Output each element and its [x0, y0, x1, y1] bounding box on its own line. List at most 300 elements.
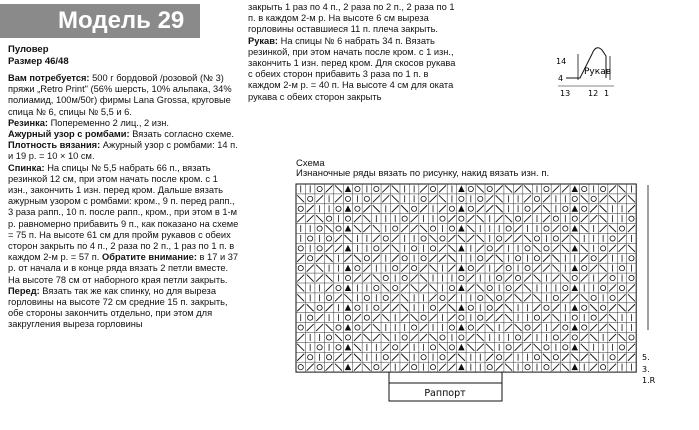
chart-yarnover-symbol	[317, 365, 322, 370]
chart-triangle-symbol	[345, 364, 351, 371]
chart-decrease-left-symbol	[581, 225, 588, 232]
chart-yarnover-symbol	[563, 226, 568, 231]
chart-decrease-right-symbol	[562, 334, 569, 341]
chart-decrease-right-symbol	[552, 364, 559, 371]
chart-decrease-left-symbol	[600, 205, 607, 212]
chart-decrease-right-symbol	[543, 265, 550, 272]
chart-decrease-left-symbol	[543, 205, 550, 212]
chart-decrease-left-symbol	[467, 344, 474, 351]
chart-decrease-right-symbol	[581, 275, 588, 282]
chart-yarnover-symbol	[515, 275, 520, 280]
lace-text: Вязать согласно схеме.	[132, 129, 234, 140]
chart-decrease-left-symbol	[533, 344, 540, 351]
chart-yarnover-symbol	[317, 305, 322, 310]
chart-decrease-left-symbol	[505, 304, 512, 311]
chart-triangle-symbol	[458, 324, 464, 331]
chart-yarnover-symbol	[468, 206, 473, 211]
chart-yarnover-symbol	[393, 345, 398, 350]
chart-yarnover-symbol	[468, 305, 473, 310]
chart-decrease-right-symbol	[477, 245, 484, 252]
chart-decrease-right-symbol	[628, 284, 635, 291]
chart-decrease-left-symbol	[458, 354, 465, 361]
chart-yarnover-symbol	[308, 355, 313, 360]
chart-decrease-right-symbol	[420, 284, 427, 291]
chart-yarnover-symbol	[326, 355, 331, 360]
chart-decrease-right-symbol	[477, 265, 484, 272]
chart-yarnover-symbol	[364, 295, 369, 300]
chart-yarnover-symbol	[478, 315, 483, 320]
chart-decrease-left-symbol	[505, 364, 512, 371]
chart-decrease-right-symbol	[448, 235, 455, 242]
chart-decrease-right-symbol	[354, 215, 361, 222]
chart-decrease-right-symbol	[420, 324, 427, 331]
chart-yarnover-symbol	[534, 256, 539, 261]
chart-decrease-right-symbol	[543, 195, 550, 202]
chart-decrease-left-symbol	[609, 324, 616, 331]
chart-decrease-right-symbol	[515, 235, 522, 242]
chart-decrease-left-symbol	[590, 354, 597, 361]
chart-decrease-right-symbol	[628, 344, 635, 351]
chart-yarnover-symbol	[619, 226, 624, 231]
chart-decrease-right-symbol	[430, 255, 437, 262]
chart-decrease-right-symbol	[600, 225, 607, 232]
repeat-label: Раппорт	[424, 388, 466, 399]
chart-yarnover-symbol	[544, 246, 549, 251]
chart-decrease-right-symbol	[600, 324, 607, 331]
chart-decrease-left-symbol	[609, 195, 616, 202]
chart-yarnover-symbol	[563, 206, 568, 211]
rib-text: Попеременно 2 лиц., 2 изн.	[50, 117, 169, 128]
chart-yarnover-symbol	[506, 266, 511, 271]
chart-yarnover-symbol	[440, 236, 445, 241]
chart-decrease-left-symbol	[486, 324, 493, 331]
rib-label: Резинка:	[8, 117, 49, 128]
chart-yarnover-symbol	[355, 186, 360, 191]
chart-decrease-right-symbol	[448, 314, 455, 321]
chart-decrease-right-symbol	[392, 354, 399, 361]
chart-yarnover-symbol	[383, 355, 388, 360]
chart-yarnover-symbol	[440, 295, 445, 300]
chart-yarnover-symbol	[534, 355, 539, 360]
chart-yarnover-symbol	[374, 246, 379, 251]
chart-yarnover-symbol	[591, 295, 596, 300]
chart-yarnover-symbol	[582, 305, 587, 310]
chart-decrease-left-symbol	[477, 235, 484, 242]
chart-decrease-left-symbol	[524, 284, 531, 291]
chart-yarnover-symbol	[298, 206, 303, 211]
chart-yarnover-symbol	[440, 335, 445, 340]
chart-decrease-left-symbol	[496, 195, 503, 202]
chart-decrease-right-symbol	[297, 275, 304, 282]
chart-yarnover-symbol	[459, 196, 464, 201]
chart-decrease-right-symbol	[392, 304, 399, 311]
chart-decrease-right-symbol	[401, 225, 408, 232]
chart-yarnover-symbol	[563, 345, 568, 350]
chart-yarnover-symbol	[317, 345, 322, 350]
chart-yarnover-symbol	[298, 246, 303, 251]
chart-yarnover-symbol	[478, 295, 483, 300]
chart-decrease-right-symbol	[354, 314, 361, 321]
chart-decrease-right-symbol	[609, 245, 616, 252]
chart-decrease-right-symbol	[486, 195, 493, 202]
chart-triangle-symbol	[572, 205, 578, 212]
chart-decrease-right-symbol	[590, 205, 597, 212]
chart-yarnover-symbol	[601, 186, 606, 191]
chart-yarnover-symbol	[534, 236, 539, 241]
chart-decrease-left-symbol	[448, 304, 455, 311]
chart-decrease-left-symbol	[430, 284, 437, 291]
chart-decrease-left-symbol	[524, 185, 531, 192]
attention-text: в 17 и 37 р. от начала и в конце ряда вязать 2 петли вместе. На высоте 78 см от наборного края петли закрыть.	[8, 252, 239, 285]
chart-decrease-right-symbol	[477, 205, 484, 212]
chart-yarnover-symbol	[629, 335, 634, 340]
chart-decrease-right-symbol	[467, 275, 474, 282]
chart-decrease-right-symbol	[619, 354, 626, 361]
chart-yarnover-symbol	[393, 285, 398, 290]
chart-yarnover-symbol	[544, 226, 549, 231]
chart-decrease-left-symbol	[307, 304, 314, 311]
chart-yarnover-symbol	[308, 236, 313, 241]
chart-yarnover-symbol	[336, 226, 341, 231]
chart-decrease-right-symbol	[382, 185, 389, 192]
chart-yarnover-symbol	[308, 256, 313, 261]
chart-decrease-right-symbol	[411, 334, 418, 341]
chart-yarnover-symbol	[619, 285, 624, 290]
chart-decrease-right-symbol	[496, 215, 503, 222]
chart-triangle-symbol	[458, 344, 464, 351]
chart-yarnover-symbol	[402, 335, 407, 340]
chart-yarnover-symbol	[430, 246, 435, 251]
chart-triangle-symbol	[572, 344, 578, 351]
chart-decrease-left-symbol	[430, 334, 437, 341]
chart-decrease-right-symbol	[373, 235, 380, 242]
schema-title: Схема	[296, 158, 325, 169]
chart-yarnover-symbol	[553, 295, 558, 300]
chart-decrease-left-symbol	[590, 334, 597, 341]
chart-yarnover-symbol	[421, 256, 426, 261]
chart-decrease-right-symbol	[562, 235, 569, 242]
chart-decrease-left-symbol	[448, 245, 455, 252]
chart-decrease-right-symbol	[515, 344, 522, 351]
chart-decrease-right-symbol	[581, 354, 588, 361]
chart-decrease-right-symbol	[420, 334, 427, 341]
chart-decrease-right-symbol	[297, 304, 304, 311]
chart-decrease-right-symbol	[467, 334, 474, 341]
chart-decrease-right-symbol	[363, 225, 370, 232]
chart-yarnover-symbol	[449, 345, 454, 350]
chart-triangle-symbol	[458, 185, 464, 192]
chart-decrease-right-symbol	[571, 294, 578, 301]
chart-decrease-right-symbol	[448, 215, 455, 222]
chart-decrease-left-symbol	[505, 185, 512, 192]
chart-yarnover-symbol	[601, 365, 606, 370]
chart-decrease-left-symbol	[326, 275, 333, 282]
chart-yarnover-symbol	[553, 216, 558, 221]
chart-decrease-left-symbol	[543, 354, 550, 361]
chart-yarnover-symbol	[421, 355, 426, 360]
chart-decrease-right-symbol	[496, 245, 503, 252]
chart-decrease-left-symbol	[562, 364, 569, 371]
chart-decrease-left-symbol	[392, 195, 399, 202]
chart-yarnover-symbol	[544, 186, 549, 191]
sleeve-num-4: 4	[558, 74, 564, 83]
chart-decrease-right-symbol	[439, 185, 446, 192]
chart-decrease-right-symbol	[477, 324, 484, 331]
chart-yarnover-symbol	[412, 206, 417, 211]
chart-decrease-right-symbol	[619, 245, 626, 252]
chart-yarnover-symbol	[402, 275, 407, 280]
chart-decrease-left-symbol	[297, 284, 304, 291]
chart-decrease-right-symbol	[316, 324, 323, 331]
chart-decrease-right-symbol	[354, 364, 361, 371]
chart-decrease-right-symbol	[326, 185, 333, 192]
chart-decrease-right-symbol	[496, 364, 503, 371]
chart-decrease-right-symbol	[486, 255, 493, 262]
chart-decrease-right-symbol	[552, 185, 559, 192]
chart-decrease-right-symbol	[496, 304, 503, 311]
chart-decrease-right-symbol	[609, 284, 616, 291]
chart-yarnover-symbol	[326, 236, 331, 241]
chart-yarnover-symbol	[412, 365, 417, 370]
chart-decrease-right-symbol	[401, 284, 408, 291]
chart-triangle-symbol	[572, 245, 578, 252]
chart-decrease-left-symbol	[552, 265, 559, 272]
chart-decrease-left-symbol	[373, 225, 380, 232]
chart-decrease-left-symbol	[486, 294, 493, 301]
chart-yarnover-symbol	[610, 236, 615, 241]
chart-decrease-left-symbol	[600, 215, 607, 222]
chart-triangle-symbol	[572, 284, 578, 291]
front-text: Вязать так же как спинку, но для выреза горловины на высоте 72 см средние 15 п. закрыть, обе стороны закончить отдельно, при этом для закругления выреза горловины	[8, 285, 228, 330]
garment-type: Пуловер	[8, 44, 49, 55]
chart-yarnover-symbol	[430, 186, 435, 191]
chart-yarnover-symbol	[402, 256, 407, 261]
chart-decrease-left-symbol	[619, 334, 626, 341]
chart-yarnover-symbol	[317, 226, 322, 231]
chart-yarnover-symbol	[525, 266, 530, 271]
chart-decrease-right-symbol	[307, 324, 314, 331]
chart-yarnover-symbol	[345, 275, 350, 280]
chart-decrease-right-symbol	[316, 255, 323, 262]
chart-yarnover-symbol	[412, 266, 417, 271]
sleeve-num-13: 13	[560, 89, 571, 98]
chart-yarnover-symbol	[553, 355, 558, 360]
chart-yarnover-symbol	[515, 216, 520, 221]
chart-decrease-right-symbol	[448, 294, 455, 301]
chart-decrease-right-symbol	[392, 205, 399, 212]
chart-yarnover-symbol	[525, 365, 530, 370]
chart-decrease-right-symbol	[439, 364, 446, 371]
chart-decrease-left-symbol	[392, 245, 399, 252]
chart-decrease-right-symbol	[515, 284, 522, 291]
chart-decrease-left-symbol	[354, 255, 361, 262]
chart-triangle-symbol	[458, 304, 464, 311]
chart-decrease-right-symbol	[628, 205, 635, 212]
chart-yarnover-symbol	[345, 315, 350, 320]
chart-decrease-left-symbol	[496, 205, 503, 212]
chart-triangle-symbol	[345, 344, 351, 351]
chart-decrease-right-symbol	[335, 195, 342, 202]
chart-decrease-right-symbol	[420, 185, 427, 192]
chart-yarnover-symbol	[430, 305, 435, 310]
chart-yarnover-symbol	[534, 315, 539, 320]
chart-yarnover-symbol	[326, 295, 331, 300]
chart-triangle-symbol	[345, 245, 351, 252]
chart-decrease-right-symbol	[467, 284, 474, 291]
chart-decrease-left-symbol	[571, 354, 578, 361]
gauge-label: Плотность вязания:	[8, 140, 101, 151]
chart-decrease-left-symbol	[467, 225, 474, 232]
chart-decrease-left-symbol	[363, 215, 370, 222]
chart-decrease-left-symbol	[628, 245, 635, 252]
chart-decrease-right-symbol	[600, 275, 607, 282]
chart-decrease-right-symbol	[628, 354, 635, 361]
chart-decrease-left-symbol	[354, 225, 361, 232]
chart-decrease-right-symbol	[486, 314, 493, 321]
chart-yarnover-symbol	[487, 365, 492, 370]
sleeve-text: На спицы № 6 набрать 34 п. Вязать резинкой, при этом начать после кром. с 1 изн., закончить 1 изн. перед кром. Для скосов рукава с обеих сторон прибавить 3 раза по 1 п. в каждом 2-м р. = 40 п. На высоте 4 см для оката рукава с обеих сторон закрыть	[248, 35, 456, 102]
chart-decrease-left-symbol	[354, 354, 361, 361]
chart-decrease-right-symbol	[533, 265, 540, 272]
gauge-text: Ажурный узор с ромбами: 14 п. и 19 р. = 10 × 10 см.	[8, 140, 238, 162]
chart-decrease-right-symbol	[392, 255, 399, 262]
chart-decrease-right-symbol	[335, 294, 342, 301]
chart-decrease-right-symbol	[297, 215, 304, 222]
chart-triangle-symbol	[458, 265, 464, 272]
chart-yarnover-symbol	[326, 216, 331, 221]
chart-decrease-left-symbol	[609, 225, 616, 232]
chart-decrease-right-symbol	[628, 304, 635, 311]
chart-decrease-right-symbol	[439, 245, 446, 252]
chart-decrease-right-symbol	[609, 304, 616, 311]
chart-decrease-right-symbol	[354, 275, 361, 282]
chart-decrease-right-symbol	[543, 314, 550, 321]
chart-decrease-right-symbol	[354, 334, 361, 341]
chart-decrease-right-symbol	[524, 275, 531, 282]
chart-decrease-left-symbol	[439, 195, 446, 202]
chart-yarnover-symbol	[506, 345, 511, 350]
chart-triangle-symbol	[458, 364, 464, 371]
chart-decrease-left-symbol	[600, 265, 607, 272]
chart-decrease-left-symbol	[335, 334, 342, 341]
chart-decrease-left-symbol	[297, 294, 304, 301]
chart-yarnover-symbol	[440, 355, 445, 360]
chart-yarnover-symbol	[336, 285, 341, 290]
chart-yarnover-symbol	[572, 335, 577, 340]
chart-decrease-left-symbol	[439, 344, 446, 351]
chart-decrease-right-symbol	[552, 245, 559, 252]
chart-decrease-left-symbol	[496, 255, 503, 262]
chart-yarnover-symbol	[582, 325, 587, 330]
chart-decrease-right-symbol	[411, 225, 418, 232]
chart-yarnover-symbol	[449, 226, 454, 231]
chart-decrease-right-symbol	[401, 314, 408, 321]
chart-decrease-left-symbol	[619, 304, 626, 311]
chart-decrease-left-symbol	[382, 314, 389, 321]
chart-yarnover-symbol	[544, 305, 549, 310]
chart-decrease-left-symbol	[562, 275, 569, 282]
chart-decrease-right-symbol	[316, 275, 323, 282]
chart-decrease-right-symbol	[467, 235, 474, 242]
chart-decrease-left-symbol	[326, 255, 333, 262]
chart-decrease-right-symbol	[600, 314, 607, 321]
chart-decrease-right-symbol	[448, 354, 455, 361]
chart-yarnover-symbol	[582, 206, 587, 211]
chart-decrease-left-symbol	[515, 294, 522, 301]
chart-yarnover-symbol	[421, 236, 426, 241]
chart-decrease-left-symbol	[297, 344, 304, 351]
chart-yarnover-symbol	[591, 256, 596, 261]
chart-decrease-left-symbol	[420, 275, 427, 282]
chart-yarnover-symbol	[601, 246, 606, 251]
chart-decrease-left-symbol	[609, 314, 616, 321]
chart-yarnover-symbol	[355, 325, 360, 330]
chart-yarnover-symbol	[478, 256, 483, 261]
chart-yarnover-symbol	[402, 216, 407, 221]
back-text: На спицы № 5,5 набрать 66 п., вязать резинкой 12 см, при этом начать после кром. с 1 изн., закончить 1 изн. перед кром. Дальше вязать ажурным узором с ромбами: кром., 9 п. перед рапп., 3 раза рапп., 10 п. после рапп., кром., при этом в 1-м р. равномерно прибавить 9 п., как показано на схеме = 75 п. На высоте 61 см для пройм рукавов с обеих сторон закрыть по 4 п., 2 раза по 2 п., 1 раз по 1 п. в каждом 2-м р. = 57 п.	[8, 162, 239, 263]
chart-decrease-right-symbol	[297, 255, 304, 262]
chart-decrease-right-symbol	[562, 294, 569, 301]
chart-decrease-left-symbol	[401, 354, 408, 361]
chart-yarnover-symbol	[563, 285, 568, 290]
chart-yarnover-symbol	[421, 315, 426, 320]
chart-decrease-right-symbol	[326, 304, 333, 311]
chart-yarnover-symbol	[506, 226, 511, 231]
chart-triangle-symbol	[572, 324, 578, 331]
chart-decrease-right-symbol	[382, 304, 389, 311]
chart-decrease-right-symbol	[335, 245, 342, 252]
chart-yarnover-symbol	[629, 256, 634, 261]
chart-yarnover-symbol	[383, 295, 388, 300]
chart-yarnover-symbol	[430, 365, 435, 370]
chart-yarnover-symbol	[601, 305, 606, 310]
chart-decrease-left-symbol	[363, 364, 370, 371]
chart-yarnover-symbol	[449, 325, 454, 330]
chart-decrease-right-symbol	[439, 304, 446, 311]
chart-yarnover-symbol	[487, 186, 492, 191]
chart-decrease-left-symbol	[354, 344, 361, 351]
chart-triangle-symbol	[345, 284, 351, 291]
chart-decrease-left-symbol	[316, 215, 323, 222]
chart-triangle-symbol	[572, 265, 578, 272]
chart-yarnover-symbol	[374, 186, 379, 191]
chart-yarnover-symbol	[582, 266, 587, 271]
row-label-5: 5.	[642, 353, 650, 362]
chart-decrease-left-symbol	[486, 344, 493, 351]
chart-decrease-right-symbol	[590, 364, 597, 371]
chart-decrease-left-symbol	[590, 304, 597, 311]
garment-size: Размер 46/48	[8, 55, 69, 67]
back-label: Спинка:	[8, 162, 45, 173]
chart-decrease-left-symbol	[335, 185, 342, 192]
chart-decrease-left-symbol	[382, 334, 389, 341]
chart-decrease-left-symbol	[505, 314, 512, 321]
chart-decrease-left-symbol	[335, 364, 342, 371]
chart-yarnover-symbol	[449, 285, 454, 290]
chart-yarnover-symbol	[572, 275, 577, 280]
chart-decrease-right-symbol	[430, 195, 437, 202]
chart-decrease-left-symbol	[373, 324, 380, 331]
chart-decrease-left-symbol	[326, 324, 333, 331]
chart-decrease-left-symbol	[448, 255, 455, 262]
chart-decrease-right-symbol	[326, 284, 333, 291]
chart-decrease-right-symbol	[448, 364, 455, 371]
chart-yarnover-symbol	[468, 186, 473, 191]
chart-yarnover-symbol	[383, 236, 388, 241]
chart-yarnover-symbol	[553, 236, 558, 241]
chart-decrease-right-symbol	[326, 245, 333, 252]
chart-yarnover-symbol	[610, 295, 615, 300]
